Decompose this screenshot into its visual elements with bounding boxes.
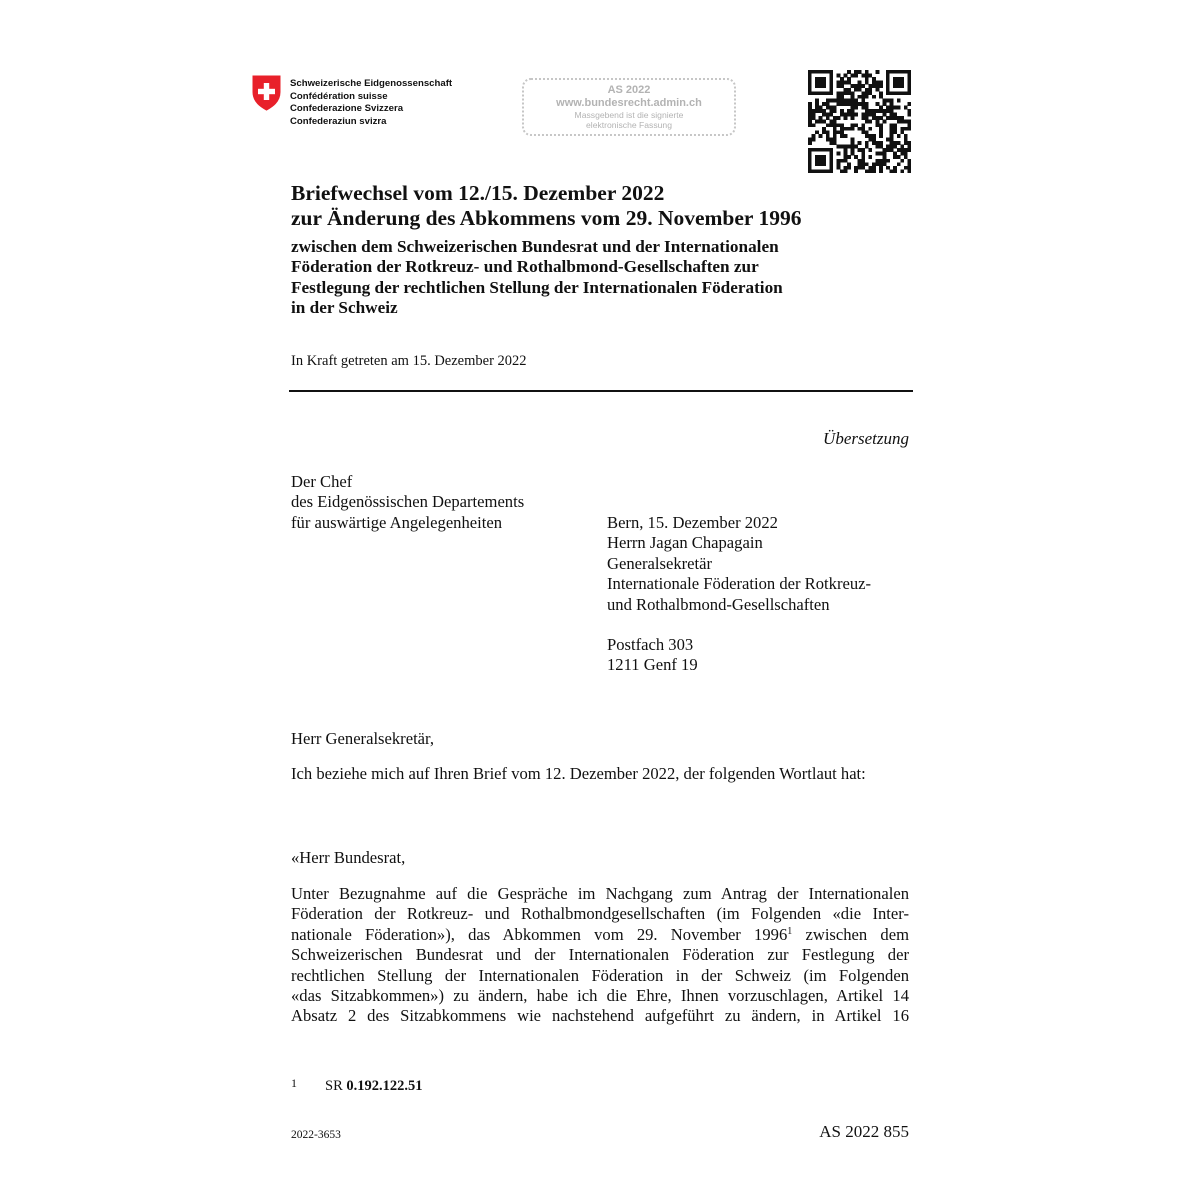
- paragraph-line: rechtlichen Stellung der Internationalen Föderation in der Schweiz (im Folgenden: [291, 965, 909, 985]
- paragraph-line-with-footnote: [291, 925, 909, 945]
- stamp-url[interactable]: www.bundesrecht.admin.ch: [556, 97, 702, 109]
- address-line: Postfach 303: [607, 635, 694, 655]
- address-line: 1211 Genf 19: [607, 655, 698, 675]
- recipient-line: Herrn Jagan Chapagain: [607, 533, 763, 553]
- sender-line: Der Chef: [291, 472, 353, 491]
- intro-paragraph: Ich beziehe mich auf Ihren Brief vom 12. Dezember 2022, der folgenden Wortlaut hat:: [291, 764, 866, 783]
- stamp-note-2: elektronische Fassung: [586, 120, 672, 130]
- confederation-name-it: Confederazione Svizzera: [290, 103, 404, 115]
- recipient-line: Generalsekretär: [607, 553, 713, 573]
- footnote-number: 1: [291, 1076, 297, 1090]
- document-subtitle: [291, 237, 783, 319]
- document-title: [291, 181, 801, 231]
- document-number: 2022-3653: [291, 1129, 341, 1141]
- confederation-name-fr: Confédération suisse: [290, 90, 388, 102]
- paragraph-line-part: nationale Föderation»), das Abkommen vom 29. November 1996: [291, 924, 788, 944]
- address-gap: [607, 615, 871, 635]
- subtitle-line: Festlegung der rechtlichen Stellung der Internationalen Föderation: [291, 277, 783, 297]
- qr-code-icon: [808, 70, 911, 173]
- title-line-1: Briefwechsel vom 12./15. Dezember 2022: [291, 181, 665, 205]
- paragraph-line: Föderation der Rotkreuz- und Rothalbmondgesellschaften (im Folgenden «die Inter-: [291, 904, 909, 924]
- salutation: Herr Generalsekretär,: [291, 729, 435, 748]
- subtitle-line: Föderation der Rotkreuz- und Rothalbmond-Gesellschaften zur: [291, 257, 759, 277]
- official-publication-stamp: [522, 78, 736, 136]
- subtitle-line: in der Schweiz: [291, 298, 398, 318]
- footnote-text: [325, 1078, 423, 1095]
- paragraph-line: Unter Bezugnahme auf die Gespräche im Nachgang zum Antrag der Internationalen: [291, 884, 909, 903]
- footnote-sr-reference[interactable]: 0.192.122.51: [346, 1078, 423, 1094]
- footnote-prefix: SR: [325, 1078, 343, 1094]
- paragraph-line: Schweizerischen Bundesrat und der Internationalen Föderation zur Festlegung der: [291, 945, 909, 965]
- sender-line: des Eidgenössischen Departements: [291, 492, 525, 512]
- place-date: Bern, 15. Dezember 2022: [607, 513, 778, 532]
- swiss-cross-shield-icon: [252, 75, 281, 111]
- confederation-names: [290, 78, 452, 129]
- subtitle-line: zwischen dem Schweizerischen Bundesrat und der Internationalen: [291, 237, 779, 256]
- title-line-2: zur Änderung des Abkommens vom 29. November 1996: [291, 206, 802, 230]
- quoted-paragraph: [291, 884, 909, 1027]
- page-reference: AS 2022 855: [819, 1122, 909, 1141]
- stamp-collection: AS 2022: [607, 84, 651, 96]
- recipient-line: und Rothalbmond-Gesellschaften: [607, 594, 830, 614]
- paragraph-line-part: zwischen dem: [792, 924, 909, 944]
- sender-line: für auswärtige Angelegenheiten: [291, 512, 503, 532]
- paragraph-line: «das Sitzabkommen») zu ändern, habe ich die Ehre, Ihnen vorzuschlagen, Artikel 14: [291, 986, 909, 1006]
- quoted-salutation: «Herr Bundesrat,: [291, 848, 406, 867]
- confederation-name-de: Schweizerische Eidgenossenschaft: [290, 78, 453, 89]
- recipient-line: Internationale Föderation der Rotkreuz-: [607, 574, 872, 594]
- in-force-date: In Kraft getreten am 15. Dezember 2022: [291, 353, 527, 369]
- stamp-note-1: Massgebend ist die signierte: [574, 110, 684, 120]
- paragraph-line: Absatz 2 des Sitzabkommens wie nachstehend aufgeführt zu ändern, in Artikel 16: [291, 1006, 909, 1026]
- confederation-name-rm: Confederaziun svizra: [290, 116, 387, 128]
- title-divider: [289, 390, 913, 392]
- recipient-block: [607, 513, 871, 676]
- sender-block: [291, 472, 524, 533]
- translation-note: Übersetzung: [823, 429, 909, 448]
- footnote-reference[interactable]: 1: [787, 925, 793, 937]
